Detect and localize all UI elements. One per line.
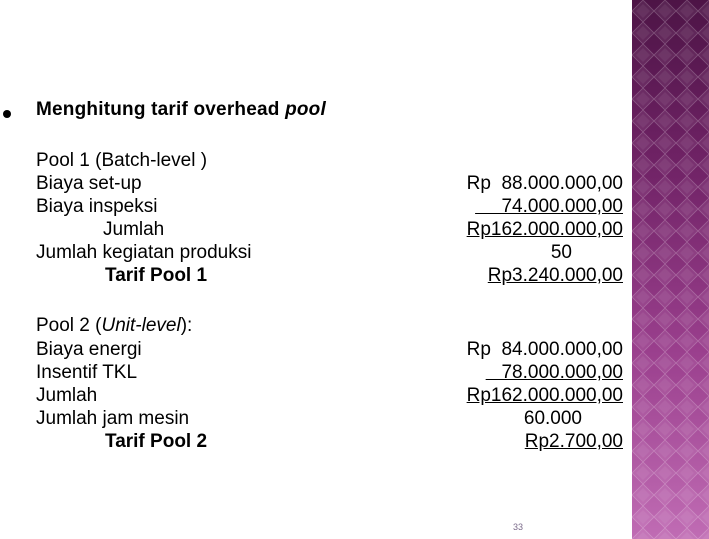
row-label: Tarif Pool 1 bbox=[105, 265, 208, 286]
row-label: Jumlah bbox=[103, 219, 165, 240]
pool1-row-setup bbox=[0, 173, 632, 196]
row-label: Jumlah kegiatan produksi bbox=[36, 242, 252, 263]
row-value: Rp 84.000.000,00 bbox=[466, 339, 623, 360]
pool1-title: Pool 1 (Batch-level ) bbox=[36, 150, 208, 171]
row-value: Rp162.000.000,00 bbox=[466, 385, 623, 406]
slide-heading: Menghitung tarif overhead pool bbox=[36, 99, 326, 120]
pool1-row-tarif bbox=[0, 265, 632, 288]
pool2-row-insentif bbox=[0, 362, 632, 385]
row-value: 78.000.000,00 bbox=[485, 362, 623, 383]
pool1-row-jumlah bbox=[0, 219, 632, 242]
row-label: Tarif Pool 2 bbox=[105, 431, 208, 452]
diamond-pattern bbox=[632, 0, 709, 539]
row-label: Jumlah jam mesin bbox=[36, 408, 190, 429]
row-label: Insentif TKL bbox=[36, 362, 138, 383]
pool2-title-row bbox=[0, 315, 632, 338]
pool1-row-kegiatan bbox=[0, 242, 632, 265]
row-value: 50 bbox=[550, 242, 572, 263]
row-value: Rp 88.000.000,00 bbox=[466, 173, 623, 194]
row-value: Rp2.700,00 bbox=[524, 431, 623, 452]
page-number: 33 bbox=[513, 522, 524, 532]
pool2-row-jam-mesin bbox=[0, 408, 632, 431]
pool2-row-energi bbox=[0, 339, 632, 362]
pool2-row-jumlah bbox=[0, 385, 632, 408]
decorative-side-band bbox=[632, 0, 709, 539]
row-label: Biaya inspeksi bbox=[36, 196, 158, 217]
row-label: Biaya set-up bbox=[36, 173, 142, 194]
pool1-title-row bbox=[0, 150, 632, 173]
row-value: Rp3.240.000,00 bbox=[487, 265, 623, 286]
pool2-title: Pool 2 (Unit-level): bbox=[36, 315, 193, 336]
bullet-icon bbox=[3, 110, 11, 118]
pool2-row-tarif bbox=[0, 431, 632, 454]
pool1-row-inspeksi bbox=[0, 196, 632, 219]
row-value: 60.000 bbox=[523, 408, 582, 429]
row-value: Rp162.000.000,00 bbox=[466, 219, 623, 240]
row-value: 74.000.000,00 bbox=[475, 196, 623, 217]
row-label: Jumlah bbox=[36, 385, 98, 406]
row-label: Biaya energi bbox=[36, 339, 142, 360]
